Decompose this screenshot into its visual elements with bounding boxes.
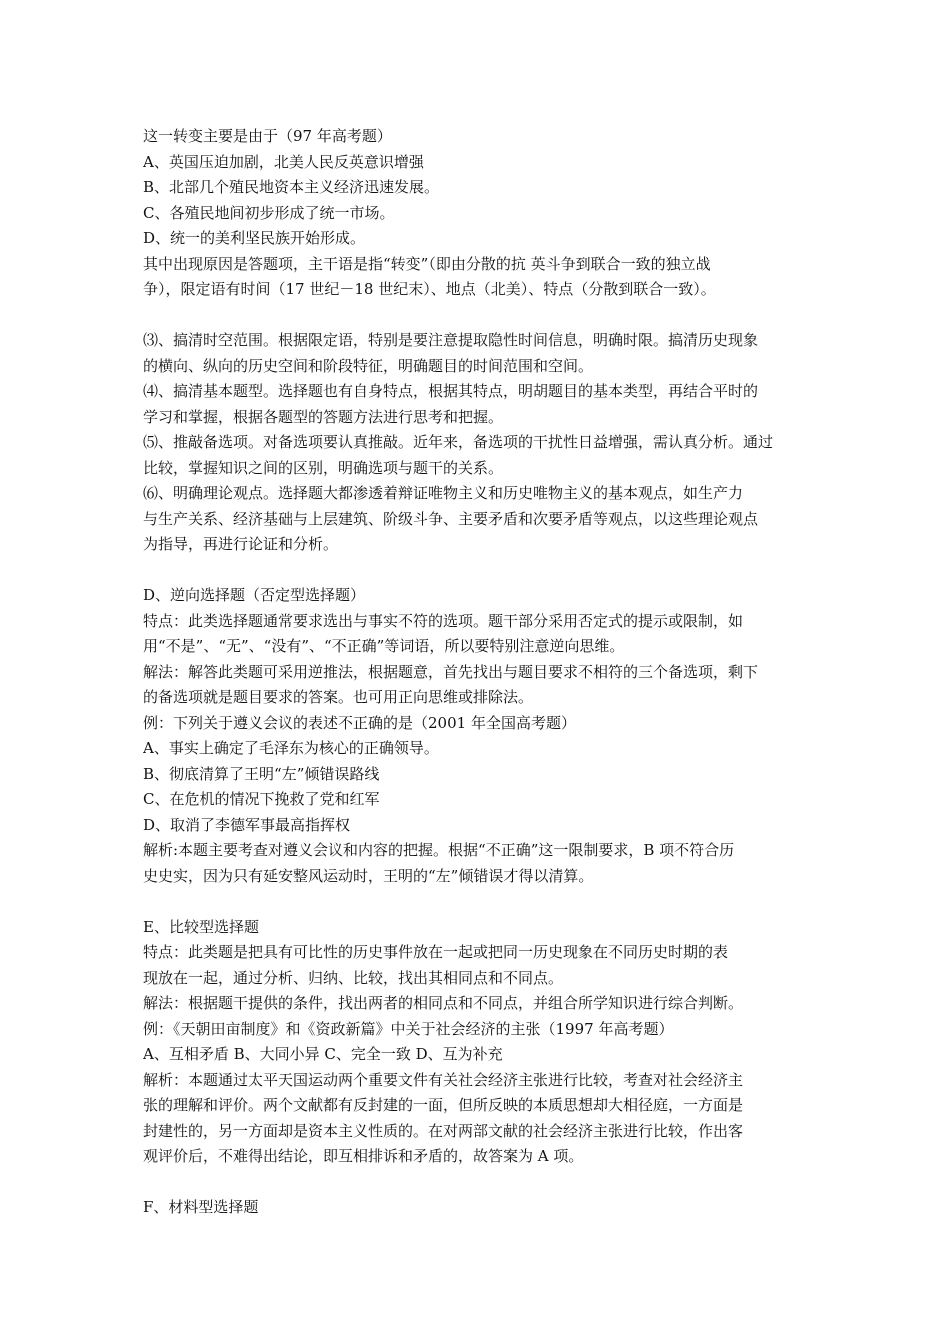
- text-line: 的横向、纵向的历史空间和阶段特征，明确题目的时间范围和空间。: [143, 356, 594, 375]
- text-line: E、比较型选择题: [143, 917, 259, 936]
- text-line: ⑷、搞清基本题型。选择题也有自身特点，根据其特点，明胡题目的基本类型，再结合平时的: [143, 382, 759, 400]
- text-line: 解析：本题通过太平天国运动两个重要文件有关社会经济主张进行比较，考查对社会经济主: [143, 1070, 744, 1089]
- text-line: C、各殖民地间初步形成了统一市场。: [143, 203, 395, 222]
- text-line: 其中出现原因是答题项，主干语是指“转变”（即由分散的抗 英斗争到联合一致的独立战: [143, 254, 711, 273]
- text-line: 为指导，再进行论证和分析。: [143, 535, 339, 553]
- text-line: B、彻底清算了王明“左”倾错误路线: [143, 764, 380, 783]
- text-line: ⑶、搞清时空范围。根据限定语，特别是要注意提取隐性时间信息，明确时限。搞清历史现象: [143, 331, 759, 349]
- text-line: 例：《天朝田亩制度》和《资政新篇》中关于社会经济的主张（1997 年高考题）: [143, 1019, 674, 1038]
- blank-line: [143, 558, 811, 584]
- text-line: 观评价后，不难得出结论，即互相排诉和矛盾的，故答案为 A 项。: [143, 1147, 584, 1165]
- text-line: D、逆向选择题（否定型选择题）: [143, 586, 366, 604]
- text-line: 这一转变主要是由于（97 年高考题）: [143, 127, 392, 145]
- text-line: 现放在一起，通过分析、归纳、比较，找出其相同点和不同点。: [143, 968, 564, 987]
- text-line: 与生产关系、经济基础与上层建筑、阶级斗争、主要矛盾和次要矛盾等观点，以这些理论观点: [143, 509, 759, 528]
- text-line: 史史实，因为只有延安整风运动时，王明的“左”倾错误才得以清算。: [143, 866, 594, 885]
- blank-line: [143, 303, 811, 329]
- text-line: 特点：此类选择题通常要求选出与事实不符的选项。题干部分采用否定式的提示或限制，如: [143, 611, 744, 630]
- text-line: C、在危机的情况下挽救了党和红军: [143, 790, 380, 808]
- text-line: ⑸、推敲备选项。对备选项要认真推敲。近年来，备选项的干扰性日益增强，需认真分析。通过: [143, 433, 774, 451]
- text-line: B、北部几个殖民地资本主义经济迅速发展。: [143, 178, 440, 196]
- document-body: [143, 124, 811, 1221]
- text-line: 解法：解答此类题可采用逆推法，根据题意，首先找出与题目要求不相符的三个备选项，剩下: [143, 662, 759, 681]
- text-line: 比较，掌握知识之间的区别，明确选项与题干的关系。: [143, 458, 504, 477]
- text-line: 例：下列关于遵义会议的表述不正确的是（2001 年全国高考题）: [143, 713, 576, 732]
- text-line: ⑹、明确理论观点。选择题大都渗透着辩证唯物主义和历史唯物主义的基本观点，如生产力: [143, 484, 744, 502]
- text-line: D、取消了李德军事最高指挥权: [143, 815, 351, 834]
- text-line: 张的理解和评价。两个文献都有反封建的一面，但所反映的本质思想却大相径庭，一方面是: [143, 1096, 744, 1114]
- text-line: D、统一的美利坚民族开始形成。: [143, 229, 366, 247]
- text-line: 用“不是”、“无”、“没有”、“不正确”等词语，所以要特别注意逆向思维。: [143, 637, 625, 655]
- text-line: 封建性的，另一方面却是资本主义性质的。在对两部文献的社会经济主张进行比较，作出客: [143, 1121, 744, 1140]
- text-line: A、事实上确定了毛泽东为核心的正确领导。: [143, 739, 439, 757]
- text-line: 特点：此类题是把具有可比性的历史事件放在一起或把同一历史现象在不同历史时期的表: [143, 943, 729, 961]
- blank-line: [143, 889, 811, 915]
- text-line: F、材料型选择题: [143, 1198, 259, 1216]
- text-line: 的备选项就是题目要求的答案。也可用正向思维或排除法。: [143, 688, 534, 706]
- blank-line: [143, 1170, 811, 1196]
- text-line: 解法：根据题干提供的条件，找出两者的相同点和不同点，并组合所学知识进行综合判断。: [143, 994, 744, 1012]
- text-line: A、英国压迫加剧，北美人民反英意识增强: [143, 152, 424, 171]
- text-line: A、互相矛盾 B、大同小异 C、完全一致 D、互为补充: [143, 1045, 503, 1063]
- text-line: 解析:本题主要考查对遵义会议和内容的把握。根据“不正确”这一限制要求，B 项不符合历: [143, 841, 735, 859]
- text-line: 学习和掌握，根据各题型的答题方法进行思考和把握。: [143, 407, 504, 426]
- text-line: 争），限定语有时间（17 世纪－18 世纪末）、地点（北美）、特点（分散到联合一致）。: [143, 280, 716, 298]
